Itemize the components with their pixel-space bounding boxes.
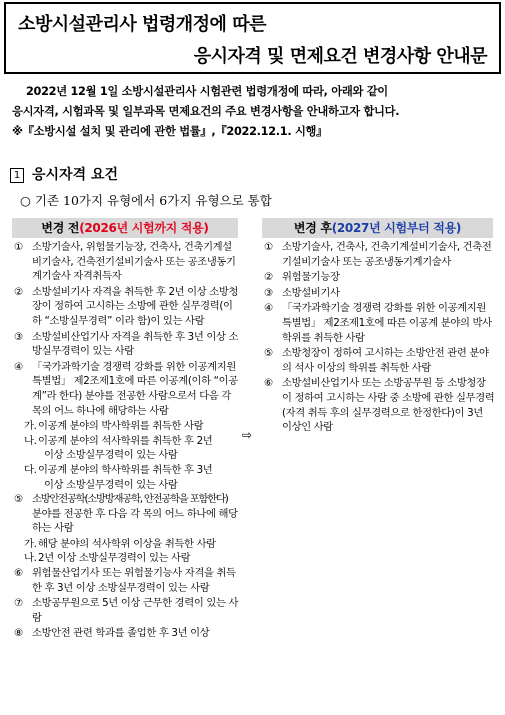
item-marker: ① [14, 241, 23, 253]
item-text: 소방공무원으로 5년 이상 근무한 경력이 있는 사람 [32, 597, 239, 624]
list-item [14, 566, 240, 595]
item-marker: ③ [264, 286, 273, 299]
list-item [14, 285, 240, 329]
item-marker: ⑧ [14, 627, 23, 640]
item-marker: ② [264, 271, 273, 284]
item-text: 소방안전 관련 학과를 졸업한 후 3년 이상 [32, 627, 210, 640]
title-box [4, 2, 501, 74]
before-header-label: 변경 전 [41, 221, 80, 235]
item-marker: ④ [264, 302, 273, 315]
item-text: 소방설비산업기사 또는 소방공무원 등 소방청장이 정하여 고시하는 사람 중 소방에 관한 실무경력(자격 취득 후의 실무경력으로 한정한다)이 3년 이상인 사람 [282, 377, 495, 434]
item-marker: ② [14, 285, 23, 298]
item-text: 위험물산업기사 또는 위험물기능사 자격을 취득한 후 3년 이상 소방실무경력이 있는 사람 [32, 567, 236, 594]
sub-item [14, 537, 240, 552]
section-heading [10, 164, 118, 184]
intro-paragraph [12, 82, 497, 142]
sub-text: 2년 이상 소방실무경력이 있는 사람 [38, 552, 191, 565]
item-marker: ⑤ [14, 493, 23, 506]
item-marker: ⑥ [264, 377, 273, 390]
after-column-header [262, 218, 493, 238]
sub-text: 이공계 분야의 박사학위를 취득한 사람 [38, 420, 204, 433]
before-column-header [12, 218, 238, 238]
list-item [264, 286, 495, 301]
list-item [264, 376, 495, 434]
intro-line1: 2022년 12월 1일 소방시설관리사 시험관련 법령개정에 따라, 아래와 같이 [26, 85, 388, 98]
item-marker: ⑥ [14, 567, 23, 580]
item-marker: ④ [14, 360, 23, 373]
intro-line3: ※『소방시설 설치 및 관리에 관한 법률』,『2022.12.1. 시행』 [12, 125, 328, 138]
item-text: 소방기술사, 건축사, 건축기계설비기술사, 건축전기설비기술사 또는 공조냉동기계기술사 [282, 241, 492, 268]
list-item [14, 626, 240, 641]
page-title-line1: 소방시설관리사 법령개정에 따른 [18, 14, 266, 35]
sub-marker: 나. [24, 434, 37, 447]
after-column [264, 240, 495, 436]
section-number-box: 1 [10, 168, 24, 183]
sub-text: 해당 분야의 석사학위 이상을 취득한 사람 [38, 537, 216, 550]
sub-text-cont: 이상 소방실무경력이 있는 사람 [44, 449, 178, 462]
list-item [264, 270, 495, 285]
sub-text: 이공계 분야의 학사학위를 취득한 후 3년 [38, 463, 213, 476]
arrow-right-icon: ⇨ [242, 428, 253, 442]
item-marker: ① [264, 241, 273, 253]
item-text: 「국가과학기술 경쟁력 강화를 위한 이공계지원 특별법」 제2조제1호에 따른 이공계(이하 “이공계”라 한다) 분야를 전공한 사람으로서 다음 각 목의 어느 하나에 해당하는 사람 [32, 360, 238, 417]
list-item [14, 596, 240, 625]
item-text: 소방기술사, 위험물기능장, 건축사, 건축기계설비기술사, 건축전기설비기술사 또는 공조냉동기계기술사 자격취득자 [32, 241, 236, 283]
list-item [264, 240, 495, 269]
after-header-label: 변경 후 [293, 221, 332, 235]
sub-item [14, 551, 240, 566]
list-item [264, 346, 495, 375]
list-item [14, 240, 240, 284]
before-column [14, 240, 240, 642]
after-header-note: (2027년 시험부터 적용) [331, 221, 462, 235]
page-title-line2: 응시자격 및 면제요건 변경사항 안내문 [193, 46, 487, 67]
section-title: 응시자격 요건 [32, 167, 119, 183]
sub-text-cont: 이상 소방실무경력이 있는 사람 [44, 478, 178, 491]
item-marker: ③ [14, 330, 23, 343]
intro-line2: 응시자격, 시험과목 및 일부과목 면제요건의 주요 변경사항을 안내하고자 합니다. [12, 105, 400, 118]
item-text: 위험물기능장 [282, 271, 340, 284]
sub-text: 이공계 분야의 석사학위를 취득한 후 2년 [38, 434, 213, 447]
item-text: 「국가과학기술 경쟁력 강화를 위한 이공계지원 특별법」 제2조제1호에 따른 이공계 분야의 박사학위를 취득한 사람 [282, 302, 492, 344]
sub-marker: 다. [24, 463, 37, 476]
item-text: 소방청장이 정하여 고시하는 소방안전 관련 분야의 석사 이상의 학위를 취득한 사람 [282, 347, 489, 374]
list-item [14, 360, 240, 418]
sub-item [14, 463, 240, 492]
sub-item [14, 419, 240, 434]
before-header-note: (2026년 시험까지 적용) [79, 221, 209, 235]
item-marker: ⑤ [264, 347, 273, 360]
item-text-b: 분야를 전공한 후 다음 각 목의 어느 하나에 해당하는 사람 [32, 507, 238, 535]
sub-marker: 가. [24, 420, 37, 433]
list-item [14, 330, 240, 359]
sub-item [14, 434, 240, 463]
item-text: 소방설비기사 자격을 취득한 후 2년 이상 소방청장이 정하여 고시하는 소방에 관한 실무경력(이하 “소방실무경력” 이라 함)이 있는 사람 [32, 285, 239, 327]
summary-bullet: ○ 기존 10가지 유형에서 6가지 유형으로 통합 [20, 193, 272, 208]
item-text: 소방설비산업기사 자격을 취득한 후 3년 이상 소방실무경력이 있는 사람 [32, 330, 239, 358]
item-text-a: 소방안전공학(소방방재공학, 안전공학을 포함한다) [32, 493, 228, 506]
item-text: 소방설비기사 [282, 286, 340, 299]
list-item [264, 301, 495, 345]
sub-marker: 가. [24, 537, 37, 550]
list-item [14, 492, 240, 536]
sub-marker: 나. [24, 552, 37, 565]
item-marker: ⑦ [14, 597, 23, 610]
